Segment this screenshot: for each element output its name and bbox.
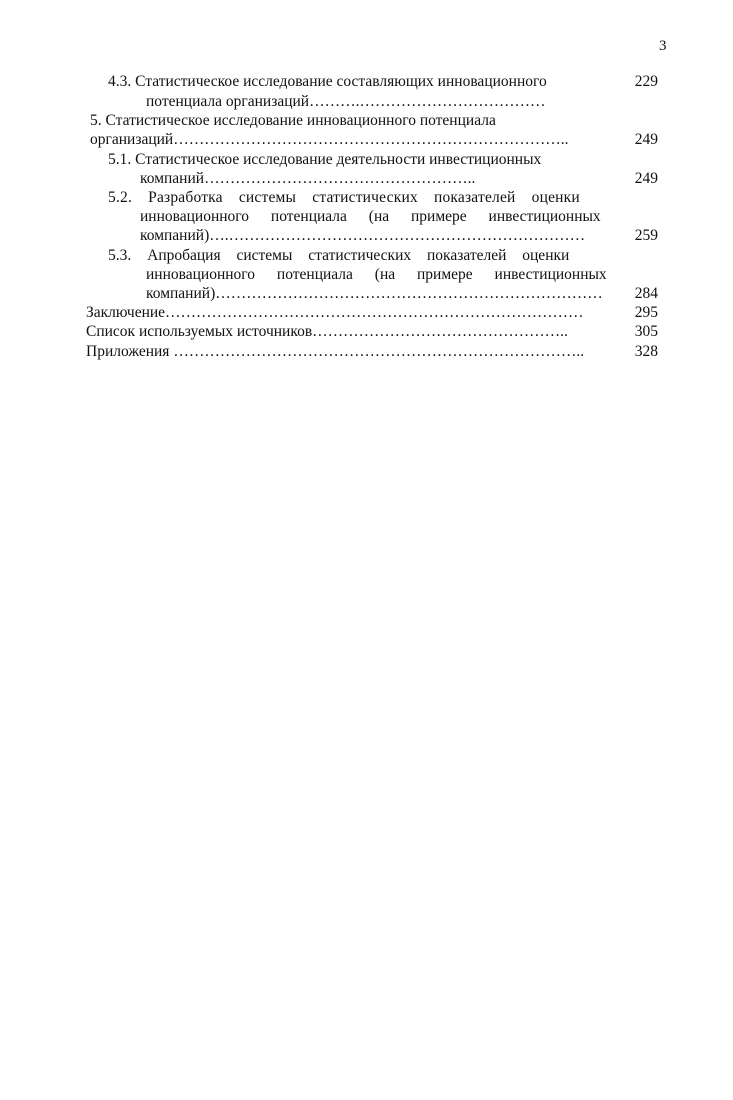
toc-entry-4-3-line-2: потенциала организаций……….……………………………… (146, 93, 546, 110)
toc-entry-5-2-page: 259 (634, 227, 658, 244)
toc-entry-appendices-page: 328 (634, 343, 658, 360)
toc-entry-5-2-line-3: компаний)….…………………………………………………………… (140, 227, 586, 244)
toc-entry-5-3-page: 284 (634, 285, 658, 302)
toc-entry-5-2-line-2: инновационного потенциала (на примере инвестиционных (140, 208, 601, 225)
toc-entry-references: Список используемых источников………………………………………….. (86, 323, 568, 340)
toc-entry-4-3-page: 229 (634, 73, 658, 90)
toc-entry-conclusion-page: 295 (634, 304, 658, 321)
toc-entry-5-3-line-1: 5.3. Апробация системы статистических показателей оценки (108, 247, 570, 264)
page-number: 3 (659, 38, 667, 54)
toc-entry-5-line-1: 5. Статистическое исследование инновационного потенциала (90, 112, 496, 129)
toc-entry-5-3-line-3: компаний)………………………………………………………………… (146, 285, 603, 302)
toc-entry-5-1-page: 249 (634, 170, 658, 187)
toc-entry-4-3-line-1: 4.3. Статистическое исследование составляющих инновационного (108, 73, 547, 90)
toc-entry-5-line-2: организаций………………………………………………………………….. (90, 131, 569, 148)
toc-entry-references-page: 305 (634, 323, 658, 340)
toc-entry-conclusion: Заключение……………………………………………………………………… (86, 304, 584, 321)
toc-entry-5-1-line-2: компаний…………………………………………….. (140, 170, 476, 187)
toc-entry-5-3-line-2: инновационного потенциала (на примере инвестиционных (146, 266, 607, 283)
toc-entry-5-page: 249 (634, 131, 658, 148)
toc-entry-appendices: Приложения …………………………………………………………………….. (86, 343, 585, 360)
toc-entry-5-2-line-1: 5.2. Разработка системы статистических показателей оценки (108, 189, 580, 206)
toc-entry-5-1-line-1: 5.1. Статистическое исследование деятельности инвестиционных (108, 151, 542, 168)
